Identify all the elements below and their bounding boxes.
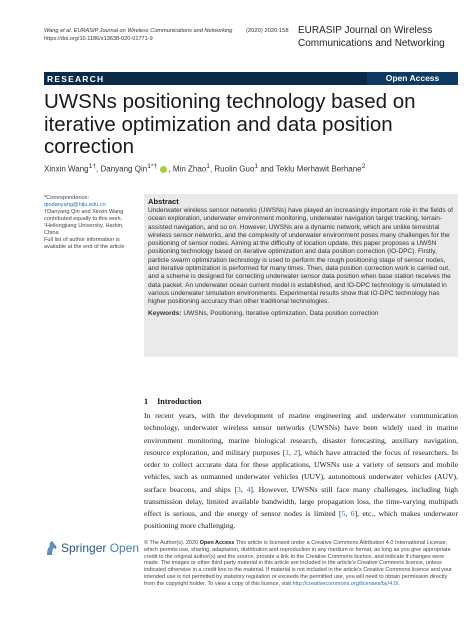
orcid-icon[interactable]	[160, 166, 167, 173]
more-info-note: Full list of author information is available at the end of the article	[44, 237, 125, 250]
abstract-box	[144, 194, 458, 357]
brand-suffix: Open	[109, 541, 140, 555]
citation-link[interactable]: 4	[246, 484, 251, 494]
citation-link[interactable]: 3	[237, 484, 241, 494]
year-id: (2020) 2020:158	[246, 28, 289, 34]
author-name[interactable]: Min Zhao	[172, 164, 207, 174]
author-list: Xinxin Wang$^{1\dagger}$, Danyang Qin$^{1*\dagger}$ , Min Zhao$^1$, Ruolin Guo$^1$ and Teklu Merhawit Berhane$^2$	[44, 163, 366, 174]
citation-link[interactable]: 6	[350, 509, 355, 518]
section-title: Introduction	[157, 397, 202, 406]
author-name[interactable]: Teklu Merhawit Berhane	[275, 164, 362, 174]
keywords-list: UWSNs, Positioning, Iterative optimization, Data position correction	[183, 309, 379, 317]
citation-link[interactable]: 5	[341, 509, 346, 518]
section-heading	[144, 397, 211, 406]
introduction-paragraph: In recent years, with the development of marine engineering and underwater communication technology, underwater wireless sensor networks (UWSNs) have been widely used in marine environment monitoring, marine biological research, disaster forecasting, auxiliary navigation, resource exploration, and military purposes [1, 2], which have attracted the focus of researchers. In order to collect accurate data for these applications, UWSNs use a variety of sensors and mobile vehicles, such as unmanned underwater vehicles (UUV), autonomous underwater vehicles (AUV), surface beacons, and ships [3, 4]. However, UWSNs still face many challenges, including high transmission delay, limited available bandwidth, large propagation loss, the time-varying multipath effect is serious, and the energy of sensor nodes is limited [5, 6], etc., which makes underwater positioning more challenging.	[144, 411, 458, 531]
author-name[interactable]: Danyang Qin	[100, 164, 148, 174]
correspondence-email[interactable]: qindanyang@hlju.edu.cn	[44, 202, 106, 208]
section-number: 1	[144, 397, 149, 406]
author-name[interactable]: Ruolin Guo	[214, 164, 255, 174]
category-label: RESEARCH	[47, 73, 105, 84]
citation-line: Wang et al. EURASIP Journal on Wireless Communications and Networking	[44, 28, 233, 34]
license-oa-label: Open Access	[199, 540, 235, 546]
citation-link[interactable]: 1	[285, 447, 289, 457]
keywords-label: Keywords:	[148, 309, 182, 317]
springer-open-logo	[44, 540, 139, 556]
citation-link[interactable]: 2	[293, 447, 298, 457]
correspondence-label: *Correspondence:	[44, 195, 90, 201]
author-name[interactable]: Xinxin Wang	[44, 164, 89, 174]
author-notes	[44, 195, 132, 251]
license-url[interactable]: http://creativecommons.org/licenses/by/4.0/	[292, 580, 399, 587]
abstract-text: Underwater wireless sensor networks (UWSNs) have played an increasingly important role in the fields of ocean exploration, underwater environment monitoring, underwater navigation target tracking, terrain-assisted navigation, and so on. However, UWSNs are a dynamic network, which are unlike terrestrial wireless sensor networks, and the complexity of underwater environment poses many challenges for the positioning of sensor nodes. Aiming at the difficulty of location update, this paper proposes a UWSN positioning technology based on iterative optimization and data position correction (IO-DPC). Firstly, particle swarm optimization technology is used to perform the rough positioning stage of sensor nodes, and iterative optimization is performed for many times. Then, data position correction work is carried out, and a scheme is designed for correcting underwater sensor data position when base station receives the data packet. An underwater ocean current model is established, and IO-DPC technology is simulated in various underwater simulation environments. Experimental results show that IO-DPC technology has higher positioning accuracy than other traditional technologies.	[148, 207, 453, 306]
affiliation: ¹Heilongjiang University, Harbin, China	[44, 223, 124, 236]
license-notice: © The Author(s). 2020 Open Access This article is licensed under a Creative Commons Attribution 4.0 International License, which permits use, sharing, adaptation, distribution and reproduction in any medium or format, as long as you give appropriate credit to the original author(s) and the source, provide a link to the Creative Commons licence, and indicate if changes were made. The images or other third party material in this article are included in the article's Creative Commons licence, unless indicated otherwise in a credit line to the material. If material is not included in the article's Creative Commons licence and your intended use is not permitted by statutory regulation or exceeds the permitted use, you will need to obtain permission directly from the copyright holder. To view a copy of this licence, visit http://creativecommons.org/licenses/by/4.0/.	[144, 540, 452, 587]
keywords	[148, 310, 454, 318]
springer-horse-icon	[44, 540, 58, 556]
journal-name: EURASIP Journal on Wireless Communications and Networking	[298, 25, 445, 49]
equal-contribution-note: †Danyang Qin and Xinxin Wang contributed equally to this work.	[44, 209, 124, 222]
copyright: © The Author(s). 2020	[144, 540, 199, 546]
abstract-heading: Abstract	[148, 197, 179, 206]
license-text: This article is licensed under a Creative Commons Attribution 4.0 International License, which permits use, sharing, adaptation, distribution and reproduction in any medium or format, as long as you give appropriate credit to the original author(s) and the source, provide a link to the Creative Commons licence, and indicate if changes were made. The images or other third party material in this article are included in the article's Creative Commons licence, unless indicated otherwise in a credit line to the material. If material is not included in the article's Creative Commons licence and your intended use is not permitted by statutory regulation or exceeds the permitted use, you will need to obtain permission directly from the copyright holder. To view a copy of this licence, visit	[144, 540, 452, 587]
running-header	[44, 28, 232, 43]
category-banner	[44, 72, 458, 85]
brand-name: Springer	[61, 541, 107, 555]
doi-link[interactable]: https://doi.org/10.1186/s13638-020-01771-9	[44, 35, 153, 42]
article-title: UWSNs positioning technology based on iterative optimization and data position correction	[44, 90, 416, 158]
open-access-badge: Open Access	[367, 72, 458, 85]
